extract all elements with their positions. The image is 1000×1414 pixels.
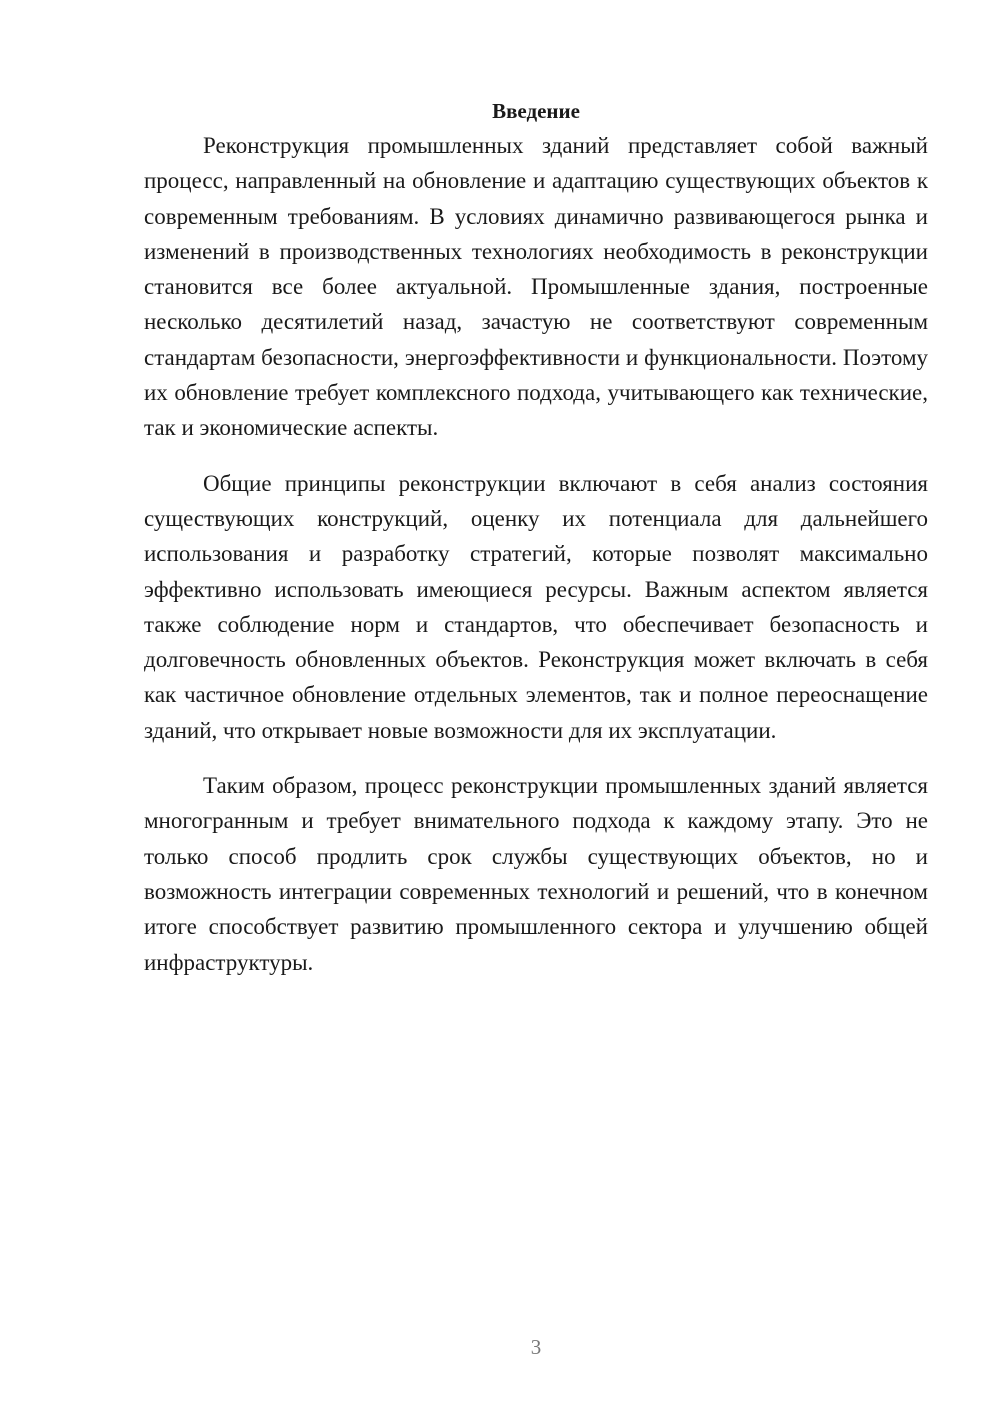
page-content: [144, 96, 928, 1000]
paragraph-2: Общие принципы реконструкции включают в себя анализ состояния существующих конструкций, оценку их потенциала для дальнейшего использования и разработку стратегий, которые позволят максимально эффективно использовать имеющиеся ресурсы. Важным аспектом является также соблюдение норм и стандартов, что обеспечивает безопасность и долговечность обновленных объектов. Реконструкция может включать в себя как частичное обновление отдельных элементов, так и полное переоснащение зданий, что открывает новые возможности для их эксплуатации.: [144, 470, 928, 743]
paragraph-3: Таким образом, процесс реконструкции промышленных зданий является многогранным и требует внимательного подхода к каждому этапу. Это не только способ продлить срок службы существующих объектов, но и возможность интеграции современных технологий и решений, что в конечном итоге способствует развитию промышленного сектора и улучшению общей инфраструктуры.: [144, 773, 928, 975]
page-number: 3: [530, 1335, 542, 1359]
section-heading: Введение: [492, 99, 580, 123]
paragraph-1: Реконструкция промышленных зданий представляет собой важный процесс, направленный на обновление и адаптацию существующих объектов к современным требованиям. В условиях динамично развивающегося рынка и изменений в производственных технологиях необходимость в реконструкции становится все более актуальной. Промышленные здания, построенные несколько десятилетий назад, зачастую не соответствуют современным стандартам безопасности, энергоэффективности и функциональности. Поэтому их обновление требует комплексного подхода, учитывающего как технические, так и экономические аспекты.: [144, 133, 928, 441]
